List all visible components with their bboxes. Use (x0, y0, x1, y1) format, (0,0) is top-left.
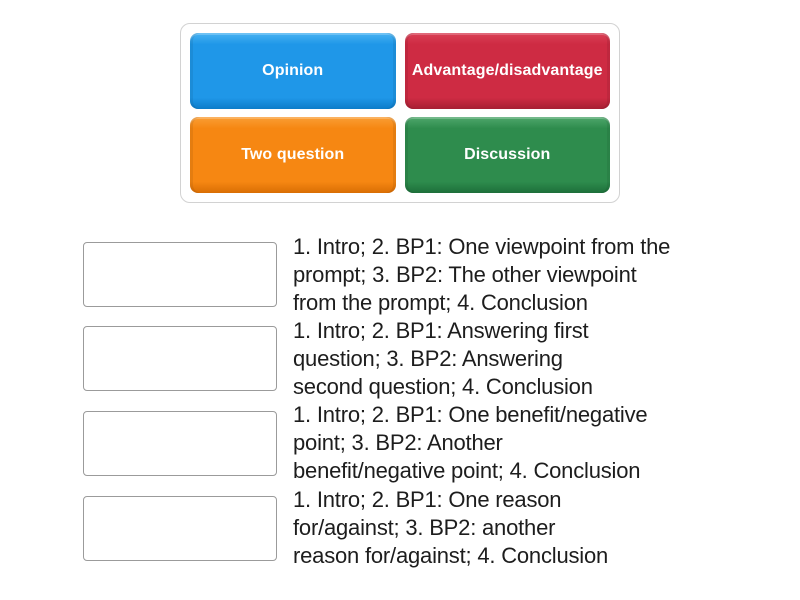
match-item-3 (293, 401, 763, 486)
match-item-2 (293, 317, 763, 401)
tile-discussion[interactable] (405, 117, 611, 193)
text-line: prompt; 3. BP2: The other viewpoint (293, 262, 637, 287)
text-line: 1. Intro; 2. BP1: One benefit/negative (293, 402, 648, 427)
answer-slot-1[interactable] (83, 242, 277, 307)
text-line: 1. Intro; 2. BP1: Answering first (293, 318, 589, 343)
tile-two-question-label: Two question (241, 146, 345, 163)
text-line: from the prompt; 4. Conclusion (293, 290, 588, 315)
answer-slot-3[interactable] (83, 411, 277, 476)
tile-advantage-disadvantage-label: Advantage/disadvantage (411, 62, 603, 79)
tile-board (180, 23, 620, 203)
tile-opinion[interactable] (190, 33, 396, 109)
tile-discussion-label: Discussion (464, 146, 551, 163)
match-item-4 (293, 486, 763, 571)
text-line: for/against; 3. BP2: another (293, 515, 556, 540)
answer-slot-2[interactable] (83, 326, 277, 391)
text-line: point; 3. BP2: Another (293, 430, 503, 455)
answer-slot-4[interactable] (83, 496, 277, 561)
match-text-column (293, 233, 763, 571)
tile-opinion-label: Opinion (262, 62, 324, 79)
tile-two-question[interactable] (190, 117, 396, 193)
text-line: reason for/against; 4. Conclusion (293, 543, 609, 568)
match-item-1 (293, 233, 763, 317)
text-line: benefit/negative point; 4. Conclusion (293, 458, 641, 483)
text-line: 1. Intro; 2. BP1: One reason (293, 487, 562, 512)
text-line: 1. Intro; 2. BP1: One viewpoint from the (293, 234, 671, 259)
tile-advantage-disadvantage[interactable] (405, 33, 611, 109)
text-line: second question; 4. Conclusion (293, 374, 593, 399)
text-line: question; 3. BP2: Answering (293, 346, 563, 371)
